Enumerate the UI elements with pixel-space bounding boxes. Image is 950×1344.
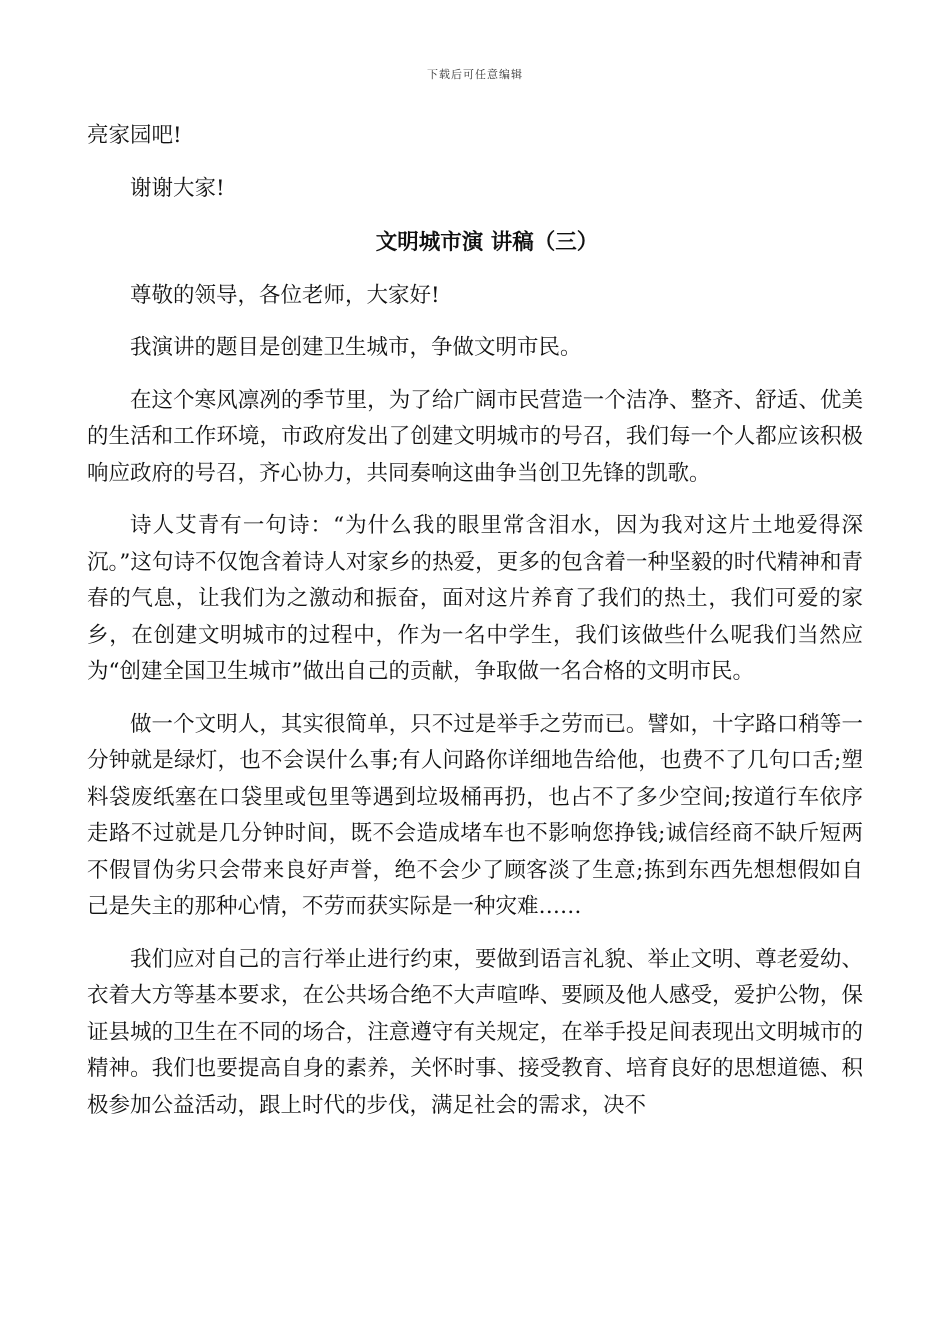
page-header: 下载后可任意编辑: [427, 68, 523, 81]
paragraph: 诗人艾青有一句诗：“为什么我的眼里常含泪水，因为我对这片土地爱得深沉。”这句诗不仅饱含着诗人对家乡的热爱，更多的包含着一种坚毅的时代精神和青春的气息，让我们为之激动和振奋，面对这片养育了我们的热土，我们可爱的家乡，在创建文明城市的过程中，作为一名中学生，我们该做些什么呢我们当然应为“创建全国卫生城市”做出自己的贡献，争取做一名合格的文明市民。: [87, 513, 863, 684]
document-body: [87, 118, 863, 1124]
paragraph: 我们应对自己的言行举止进行约束，要做到语言礼貌、举止文明、尊老爱幼、衣着大方等基本要求，在公共场合绝不大声喧哗、要顾及他人感受，爱护公物，保证县城的卫生在不同的场合，注意遵守有关规定，在举手投足间表现出文明城市的精神。我们也要提高自身的素养，关怀时事、接受教育、培育良好的思想道德、积极参加公益活动，跟上时代的步伐，满足社会的需求，决不: [87, 946, 863, 1118]
paragraph: 在这个寒风凛冽的季节里，为了给广阔市民营造一个洁净、整齐、舒适、优美的生活和工作环境，市政府发出了创建文明城市的号召，我们每一个人都应该积极响应政府的号召，齐心协力，共同奏响这曲争当创卫先锋的凯歌。: [87, 387, 863, 486]
section-title: 文明城市演 讲稿（三）: [375, 230, 599, 255]
closing-line: 谢谢大家!: [130, 175, 225, 201]
topic-line: 我演讲的题目是创建卫生城市，争做文明市民。: [130, 335, 582, 360]
paragraph: 做一个文明人，其实很简单，只不过是举手之劳而已。譬如，十字路口稍等一分钟就是绿灯，也不会误什么事;有人问路你详细地告给他，也费不了几句口舌;塑料袋废纸塞在口袋里或包里等遇到垃圾桶再扔，也占不了多少空间;按道行车依序走路不过就是几分钟时间，既不会造成堵车也不影响您挣钱;诚信经商不缺斤短两不假冒伪劣只会带来良好声誉，绝不会少了顾客淡了生意;拣到东西先想想假如自己是失主的那种心情，不劳而获实际是一种灾难……: [87, 711, 863, 919]
continuation-line: 亮家园吧!: [87, 123, 182, 148]
greeting-line: 尊敬的领导，各位老师，大家好!: [130, 282, 440, 308]
